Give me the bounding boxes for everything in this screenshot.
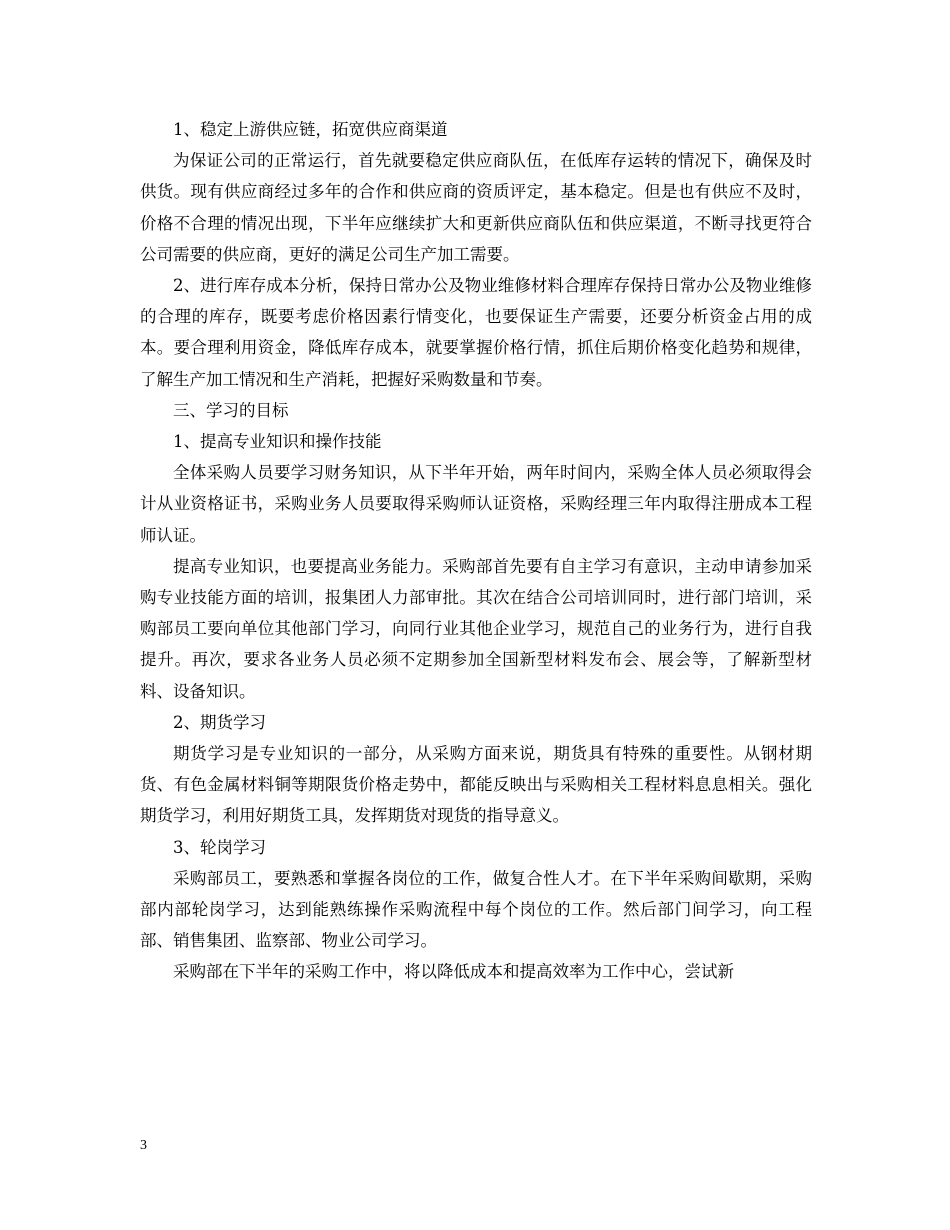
page-number: 3 bbox=[140, 1138, 147, 1153]
heading-stabilize-supply-chain: 1、稳定上游供应链，拓宽供应商渠道 bbox=[173, 120, 448, 139]
heading-professional-skills: 1、提高专业知识和操作技能 bbox=[173, 432, 382, 452]
heading-learning-goals: 三、学习的目标 bbox=[173, 400, 289, 420]
paragraph-supplier-team: 为保证公司的正常运行，首先就要稳定供应商队伍，在低库存运转的情况下，确保及时供货。现有供应商经过多年的合作和供应商的资质评定，基本稳定。但是也有供应不及时，价格不合理的情况出现，下半年应继续扩大和更新供应商队伍和供应渠道，不断寻找更符合公司需要的供应商，更好的满足公司生产加工需要。 bbox=[140, 151, 812, 264]
paragraph-cost-efficiency: 采购部在下半年的采购工作中，将以降低成本和提高效率为工作中心，尝试新 bbox=[173, 962, 734, 982]
paragraph-inventory-cost: 2、进行库存成本分析，保持日常办公及物业维修材料合理库存保持日常办公及物业维修的合理的库存，既要考虑价格因素行情变化，也要保证生产需要，还要分析资金占用的成本。要合理利用资金，降低库存成本，就要掌握价格行情，抓住后期价格变化趋势和规律，了解生产加工情况和生产消耗，把握好采购数量和节奏。 bbox=[140, 276, 812, 389]
paragraph-finance-certification: 全体采购人员要学习财务知识，从下半年开始，两年时间内，采购全体人员必须取得会计从业资格证书，采购业务人员要取得采购师认证资格，采购经理三年内取得注册成本工程师认证。 bbox=[140, 463, 812, 545]
paragraph-rotation: 采购部员工，要熟悉和掌握各岗位的工作，做复合性人才。在下半年采购间歇期，采购部内部轮岗学习，达到能熟练操作采购流程中每个岗位的工作。然后部门间学习，向工程部、销售集团、监察部、物业公司学习。 bbox=[140, 868, 812, 951]
paragraph-futures: 期货学习是专业知识的一部分，从采购方面来说，期货具有特殊的重要性。从钢材期货、有色金属材料铜等期限货价格走势中，都能反映出与采购相关工程材料息息相关。强化期货学习，利用好期货工具，发挥期货对现货的指导意义。 bbox=[140, 744, 812, 826]
heading-rotation-learning: 3、轮岗学习 bbox=[173, 837, 266, 857]
heading-futures-learning: 2、期货学习 bbox=[173, 712, 266, 732]
paragraph-business-ability: 提高专业知识，也要提高业务能力。采购部首先要有自主学习有意识，主动申请参加采购专业技能方面的培训，报集团人力部审批。其次在结合公司培训同时，进行部门培训，采购部员工要向单位其他部门学习，向同行业其他企业学习，规范自己的业务行为，进行自我提升。再次，要求各业务人员必须不定期参加全国新型材料发布会、展会等，了解新型材料、设备知识。 bbox=[140, 556, 812, 701]
document-body bbox=[140, 114, 812, 988]
